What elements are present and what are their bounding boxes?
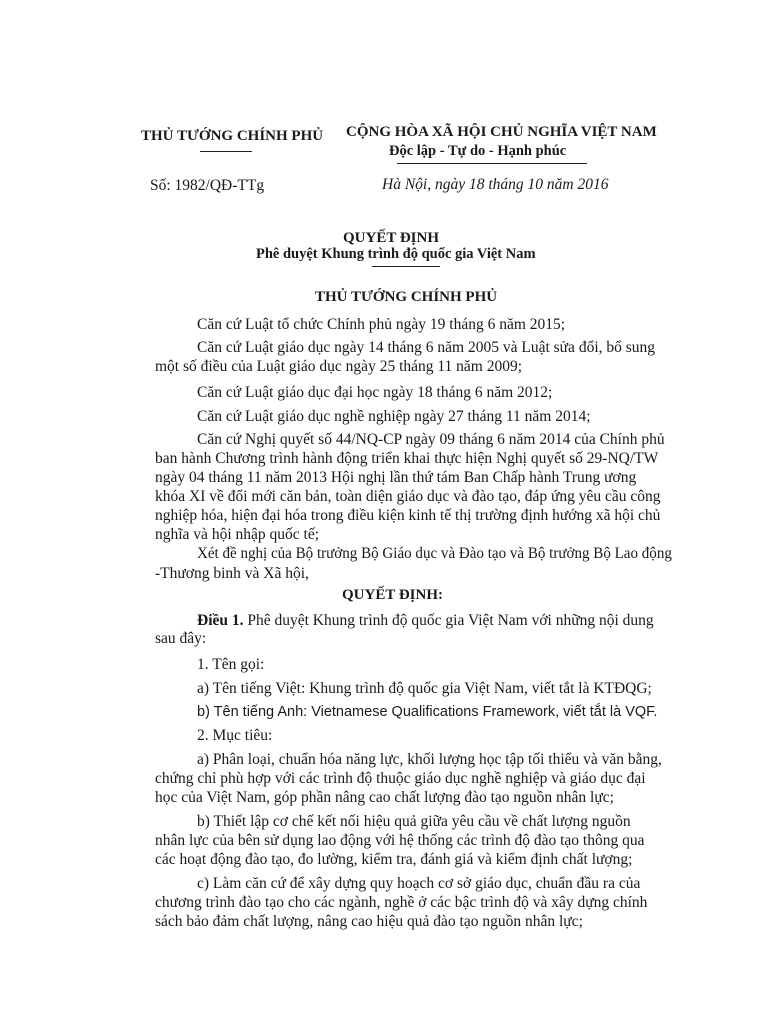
goal-a-line: chứng chỉ phù hợp với các trình độ thuộc giáo dục nghề nghiệp và giáo dục đại [155,770,646,787]
basis-line: Căn cứ Luật giáo dục đại học ngày 18 tháng 6 năm 2012; [197,384,553,401]
basis-line: Xét đề nghị của Bộ trưởng Bộ Giáo dục và Đào tạo và Bộ trưởng Bộ Lao động [197,545,672,562]
subtitle-underline [372,266,440,267]
goal-b-line: các hoạt động đào tạo, đo lường, kiểm tra, đánh giá và kiểm định chất lượng; [155,851,633,868]
goal-a-line: học của Việt Nam, góp phần nâng cao chất lượng đào tạo nguồn nhân lực; [155,789,614,806]
issuing-authority: THỦ TƯỚNG CHÍNH PHỦ [141,128,324,144]
national-title: CỘNG HÒA XÃ HỘI CHỦ NGHĨA VIỆT NAM [346,124,657,140]
decision-title: QUYẾT ĐỊNH [343,230,439,246]
name-vietnamese: a) Tên tiếng Việt: Khung trình độ quốc gia Việt Nam, viết tắt là KTĐQG; [197,680,652,697]
article-1-line-2: sau đây: [155,630,207,647]
name-english: b) Tên tiếng Anh: Vietnamese Qualifications Framework, viết tắt là VQF. [197,704,658,720]
name-heading: 1. Tên gọi: [197,656,265,673]
goal-c-line: sách bảo đảm chất lượng, nâng cao hiệu quả đào tạo nguồn nhân lực; [155,913,583,930]
goal-c-line: chương trình đào tạo cho các ngành, nghề ở các bậc trình độ và xây dựng chính [155,894,648,911]
basis-line: nghĩa và hội nhập quốc tế; [155,526,319,543]
basis-line: Căn cứ Luật giáo dục ngày 14 tháng 6 năm 2005 và Luật sửa đổi, bổ sung [197,339,656,356]
motto-underline [397,163,587,164]
basis-line: Căn cứ Nghị quyết số 44/NQ-CP ngày 09 tháng 6 năm 2014 của Chính phủ [197,431,665,448]
basis-line: khóa XI về đổi mới căn bản, toàn diện giáo dục và đào tạo, đáp ứng yêu cầu công [155,488,661,505]
basis-line: -Thương binh và Xã hội, [155,565,309,582]
basis-line: một số điều của Luật giáo dục ngày 25 tháng 11 năm 2009; [155,358,523,375]
document-number: Số: 1982/QĐ-TTg [150,177,265,194]
basis-line: Căn cứ Luật tổ chức Chính phủ ngày 19 tháng 6 năm 2015; [197,316,566,333]
article-1-text: Phê duyệt Khung trình độ quốc gia Việt Nam với những nội dung [243,612,654,629]
article-1-line [197,612,654,630]
decides-heading: QUYẾT ĐỊNH: [342,587,443,603]
goal-a-line: a) Phân loại, chuẩn hóa năng lực, khối lượng học tập tối thiểu và văn bằng, [197,751,662,768]
basis-line: nghiệp hóa, hiện đại hóa trong điều kiện kinh tế thị trường định hướng xã hội chủ [155,507,661,524]
national-motto: Độc lập - Tự do - Hạnh phúc [389,143,567,159]
goals-heading: 2. Mục tiêu: [197,727,273,744]
basis-line: Căn cứ Luật giáo dục nghề nghiệp ngày 27 tháng 11 năm 2014; [197,408,591,425]
goal-b-line: b) Thiết lập cơ chế kết nối hiệu quả giữa yêu cầu về chất lượng nguồn [197,813,631,830]
article-1-label: Điều 1. [197,612,244,629]
place-date: Hà Nội, ngày 18 tháng 10 năm 2016 [382,176,609,193]
decision-subtitle: Phê duyệt Khung trình độ quốc gia Việt Nam [256,246,536,262]
goal-c-line: c) Làm căn cứ để xây dựng quy hoạch cơ sở giáo dục, chuẩn đầu ra của [197,875,641,892]
basis-line: ban hành Chương trình hành động triển khai thực hiện Nghị quyết số 29-NQ/TW [155,450,659,467]
basis-line: ngày 04 tháng 11 năm 2013 Hội nghị lần thứ tám Ban Chấp hành Trung ương [155,469,637,486]
authority-heading: THỦ TƯỚNG CHÍNH PHỦ [315,289,498,305]
goal-b-line: nhân lực của bên sử dụng lao động với hệ thống các trình độ đào tạo thông qua [155,832,645,849]
header-left-rule [200,151,252,152]
